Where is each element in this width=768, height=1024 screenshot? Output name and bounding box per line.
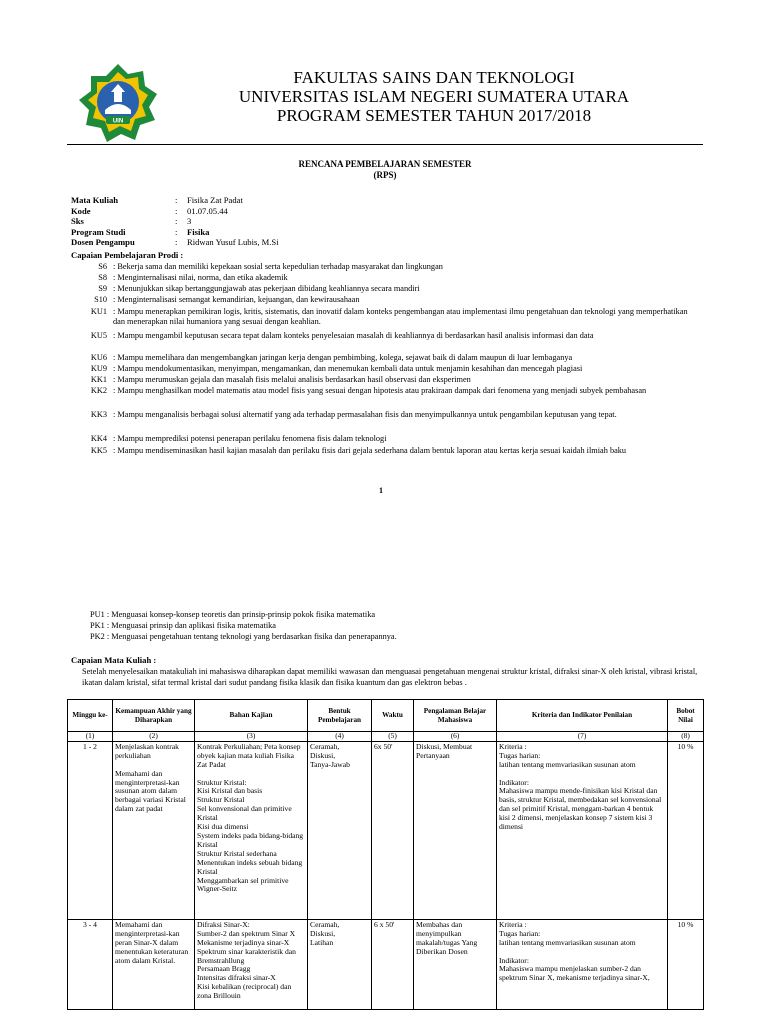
meta-value: Ridwan Yusuf Lubis, M.Si <box>187 237 279 248</box>
col-number: (3) <box>195 732 308 742</box>
col-number: (1) <box>68 732 113 742</box>
cpl-text: : Menginternalisasi semangat kemandirian, kejuangan, dan kewirausahaan <box>113 295 360 304</box>
header-divider <box>67 144 703 145</box>
cpl-code: S8 <box>98 273 107 282</box>
cell-minggu: 1 - 2 <box>68 741 113 919</box>
page-number: 1 <box>379 486 383 495</box>
cpl-code: S10 <box>94 295 107 304</box>
meta-value: 3 <box>187 216 192 227</box>
cpl-text: : Mampu merumuskan gejala dan masalah fisis melalui analisis berdasarkan hasil observasi dan eksperimen <box>113 375 471 384</box>
rps-subtitle: (RPS) <box>373 170 397 180</box>
cpl-text: : Mampu mendokumentasikan, menyimpan, mengamankan, dan menemukan kembali data untuk menjamin kesahihan dan mencegah plagiasi <box>113 364 583 373</box>
pu-item <box>90 609 375 620</box>
table-number-row <box>68 732 704 742</box>
cell-kemampuan: Menjelaskan kontrak perkuliahan Memahami dan menginterpretasi-kan susunan atom dalam berbagai variasi Kristal dalam zat padat <box>113 741 195 919</box>
cell-waktu: 6 x 50' <box>372 919 414 1009</box>
col-number: (7) <box>497 732 668 742</box>
university-title: UNIVERSITAS ISLAM NEGERI SUMATERA UTARA <box>238 87 630 106</box>
meta-colon: : <box>175 195 178 205</box>
pu-item <box>90 631 397 642</box>
cpl-text: : Mampu mengambil keputusan secara tepat dalam konteks penyelesaian masalah di keahliannya di berdasarkan hasil analisis informasi dan data <box>113 331 594 340</box>
header-kemampuan: Kemampuan Akhir yang Diharapkan <box>113 700 195 732</box>
cpl-text: : Mampu memelihara dan mengembangkan jaringan kerja dengan pembimbing, kolega, sejawat baik di dalam maupun di luar lembaganya <box>113 353 573 362</box>
meta-colon: : <box>175 205 178 216</box>
cpl-code: S9 <box>98 284 107 293</box>
course-meta <box>71 195 471 251</box>
meta-colon: : <box>175 237 178 248</box>
meta-key: Kode <box>71 205 91 216</box>
pu-text: : Menguasai pengetahuan tentang teknologi yang berdasarkan fisika dan penerapannya. <box>106 632 397 641</box>
cpl-code: KK2 <box>90 386 107 395</box>
pu-code: PK1 <box>90 621 105 630</box>
header-bentuk: Bentuk Pembelajaran <box>308 700 372 732</box>
university-logo <box>77 62 159 144</box>
table-header-row <box>68 700 704 732</box>
cpl-text: : Bekerja sama dan memiliki kepekaan sosial serta kepedulian terhadap masyarakat dan lingkungan <box>113 262 443 271</box>
cell-bobot: 10 % <box>668 741 704 919</box>
header-waktu: Waktu <box>372 700 414 732</box>
cpl-code: KU6 <box>90 353 107 362</box>
meta-colon: : <box>175 226 178 237</box>
cell-pengalaman: Membahas dan menyimpulkan makalah/tugas Yang Diberikan Dosen <box>414 919 497 1009</box>
cpl-text: : Mampu mendiseminasikan hasil kajian masalah dan perilaku fisis dari gejala sederhana dalam bentuk laporan atau kertas kerja sesuai kaidah ilmiah baku <box>113 446 627 455</box>
pu-list <box>90 609 690 645</box>
cpl-text: : Mampu memprediksi potensi penerapan perilaku fenomena fisis dalam teknologi <box>113 434 387 443</box>
header-kriteria: Kriteria dan Indikator Penilaian <box>497 700 668 732</box>
table-row <box>68 741 704 919</box>
pu-text: : Menguasai konsep-konsep teoretis dan prinsip-prinsip pokok fisika matematika <box>106 610 376 619</box>
col-number: (5) <box>372 732 414 742</box>
col-number: (2) <box>113 732 195 742</box>
meta-key: Sks <box>71 216 84 227</box>
meta-key: Program Studi <box>71 226 126 237</box>
col-number: (8) <box>668 732 704 742</box>
cpl-text: : Mampu menganalisis berbagai solusi alternatif yang ada terhadap permasalahan fisis dan menyimpulkannya untuk pengambilan keputusan yang tepat. <box>113 410 617 419</box>
cell-waktu: 6x 50' <box>372 741 414 919</box>
faculty-title: FAKULTAS SAINS DAN TEKNOLOGI <box>293 68 575 87</box>
meta-key: Dosen Pengampu <box>71 237 135 248</box>
rps-table <box>67 699 704 1010</box>
cpmk-text: Setelah menyelesaikan matakuliah ini mahasiswa diharapkan dapat memiliki wawasan dan menguasai pengetahuan mengenai struktur kristal, difraksi sinar-X oleh kristal, vibrasi kristal, ikatan dalam kristal, sifat termal kristal dari sudut pandang fisika klasik dan fisika kuantum dan gas elektron bebas . <box>82 667 698 687</box>
meta-value: Fisika Zat Padat <box>187 195 243 205</box>
meta-value: Fisika <box>187 226 210 237</box>
cell-bentuk: Ceramah, Diskusi, Tanya-Jawab <box>308 741 372 919</box>
cell-bahan: Difraksi Sinar-X: Sumber-2 dan spektrum Sinar X Mekanisme terjadinya sinar-X Spektrum sinar karakteristik dan Bremstrahllung Persamaan Bragg Intensitas difraksi sinar-X Kisi kebalikan (reciprocal) dan zona Brillouin <box>195 919 308 1009</box>
pu-code: PU1 <box>90 610 105 619</box>
cpl-code: KK4 <box>90 434 107 443</box>
cpl-title: Capaian Pembelajaran Prodi : <box>71 250 184 260</box>
cell-kriteria: Kriteria : Tugas harian: latihan tentang memvariasikan susunan atom Indikator: Mahasiswa mampu mende-finisikan kisi Kristal dan basis, struktur Kristal, membedakan sel konvensional dan sel primitif Kristal, menggam-barkan 4 bentuk kisi 2 dimensi, menjelaskan konsep 7 sistem kisi 3 dimensi <box>497 741 668 919</box>
meta-key: Mata Kuliah <box>71 195 119 205</box>
meta-colon: : <box>175 216 178 227</box>
pu-text: : Menguasai prinsip dan aplikasi fisika matematika <box>106 621 276 630</box>
logo-emblem-icon <box>77 62 159 144</box>
svg-text:UIN: UIN <box>112 118 124 125</box>
cpl-code: KK1 <box>90 375 107 384</box>
header-pengalaman: Pengalaman Belajar Mahasiswa <box>414 700 497 732</box>
cell-bahan: Kontrak Perkuliahan; Peta konsep obyek kajian mata kuliah Fisika Zat Padat Struktur Kristal: Kisi Kristal dan basis Struktur Kristal Sel konvensional dan primitive Kristal Kisi dua dimensi System indeks pada bidang-bidang Kristal Struktur Kristal sederhana Menentukan indeks sebuah bidang Kristal Menggambarkan sel primitive Wigner-Seitz <box>195 741 308 919</box>
cpl-text: : Menunjukkan sikap bertanggungjawab atas pekerjaan dibidang keahliannya secara mandiri <box>113 284 420 293</box>
cell-kemampuan: Memahami dan menginterpretasi-kan peran Sinar-X dalam menentukan keteraturan atom dalam Kristal. <box>113 919 195 1009</box>
cpl-list <box>71 262 703 472</box>
cpmk-title: Capaian Mata Kuliah : <box>71 655 157 665</box>
pu-code: PK2 <box>90 632 105 641</box>
cpl-text: : Menginternalisasi nilai, norma, dan etika akademik <box>113 273 288 282</box>
pu-item <box>90 620 276 631</box>
header-minggu: Minggu ke- <box>68 700 113 732</box>
cell-bobot: 10 % <box>668 919 704 1009</box>
cpl-code: KU5 <box>90 331 107 340</box>
cpl-code: KU1 <box>90 307 107 316</box>
col-number: (4) <box>308 732 372 742</box>
cpl-code: S6 <box>98 262 107 271</box>
table-row <box>68 919 704 1009</box>
cpl-text: : Mampu menerapkan pemikiran logis, kritis, sistematis, dan inovatif dalam konteks pengembangan atau implementasi ilmu pengetahuan dan teknologi yang memperhatikan dan menerapkan nilai humaniora yang sesuai dengan keahlian. <box>113 307 688 326</box>
cell-minggu: 3 - 4 <box>68 919 113 1009</box>
cell-pengalaman: Diskusi, Membuat Pertanyaan <box>414 741 497 919</box>
cpl-text: : Mampu menghasilkan model matematis atau model fisis yang sesuai dengan hipotesis atau prakiraan dampak dari fenomena yang menjadi subyek pembahasan <box>113 386 647 395</box>
cell-kriteria: Kriteria : Tugas harian: latihan tentang memvariasikan susunan atom Indikator: Mahasiswa mampu menjelaskan sumber-2 dan spektrum Sinar X, mekanisme terjadinya sinar-X, <box>497 919 668 1009</box>
cpl-code: KK3 <box>90 410 107 419</box>
meta-value: 01.07.05.44 <box>187 205 228 216</box>
program-title: PROGRAM SEMESTER TAHUN 2017/2018 <box>276 106 592 125</box>
rps-title: RENCANA PEMBELAJARAN SEMESTER <box>298 159 472 169</box>
col-number: (6) <box>414 732 497 742</box>
cell-bentuk: Ceramah, Diskusi, Latihan <box>308 919 372 1009</box>
cpl-code: KK5 <box>90 446 107 455</box>
header-bahan: Bahan Kajian <box>195 700 308 732</box>
header-bobot: Bobot Nilai <box>668 700 704 732</box>
cpl-code: KU9 <box>90 364 107 373</box>
